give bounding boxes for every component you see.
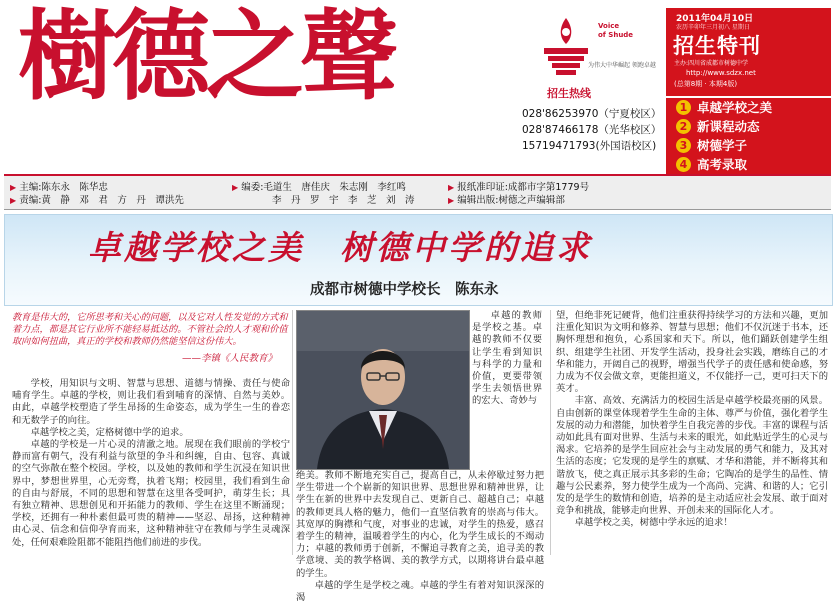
article-column-2 (296, 470, 544, 604)
toc-item-1[interactable] (666, 98, 831, 117)
column-divider (550, 310, 551, 555)
paragraph: 卓越学校之美，定格树德中学的追求。 (30, 426, 189, 438)
arrow-icon: ▶ (10, 183, 17, 192)
logo-caption (598, 22, 633, 40)
epigraph-source: ——李镇《人民教育》 (182, 353, 278, 364)
toc-number: 3 (676, 138, 691, 153)
edition-lunar-date: 农历辛卯年三月初八 星期日 (676, 24, 750, 31)
paragraph: 卓越学校之美，树德中学永远的追求！ (574, 517, 733, 529)
article-column-3 (556, 310, 828, 530)
column-divider (292, 310, 293, 555)
registration-text: 报纸准印证:成都市字第1779号 (457, 182, 590, 193)
arrow-icon: ▶ (448, 183, 455, 192)
toc-label: 树德学子 (697, 138, 748, 153)
hotline-title: 招生热线 (547, 87, 591, 100)
paragraph: 卓越的学校是一片心灵的清澈之地。展现在我们眼前的学校宁静而富有朝气，没有利益与欲望的争斗和纠缠，自由、包容、真诚的空气弥散在整个校园。学校，以及她的教师和学生沉浸在知识世界中，梦想世界里，心无旁骛，执着飞翔；校园里，我们看到生命的自由与舒展，不同的思想和智慧在这里各受呵护，萌芽生长；具有独立精神、思想创见和开拓能力的教师、学生在这里不断涌现；学校，还拥有一种朴素但最可贵的精神——坚忍、昂扬，这种精神由心灵、信念和信仰孕育而来，这种精神驻守在教师与学生灵魂深处，任何艰难险阻都不能阻挡他们前进的步伐。 (12, 439, 290, 548)
edition-date: 2011年04月10日 (676, 14, 754, 24)
logo-slogan: 为伟大中华崛起 领跑卓越 (588, 62, 656, 69)
duty-editors (10, 192, 184, 206)
paragraph: 绝美。教师不断地充实自己，提高自己，从未停歇过努力把学生带进一个个崭新的知识世界、思想世界和精神世界，让学生在新的世界中去发现自己、更新自己、超越自己；卓越的教师更具人格的魅力，他们一直坚信教育的崇高与伟大。其宽厚的胸襟和气度，对事业的忠诚，对学生的热爱，感召着学生的精神，温暖着学生的内心，化为学生成长的不竭动力；卓越的教师勇于创新，不懈追寻教育之美，追寻美的教学意境、美的教学格调、美的教学方式，以期将讲台最卓越的学生。 (296, 470, 544, 579)
chief-editors-text: 主编:陈东永 陈华忠 (19, 182, 108, 193)
registration (448, 179, 589, 193)
publisher-text: 编辑出版:树德之声编辑部 (457, 195, 565, 206)
edition-issue: (总第8期 · 本期4版) (674, 80, 738, 88)
edition-title: 招生特刊 (673, 33, 761, 58)
paragraph: 丰富、高效、充满活力的校园生活是卓越学校最亮丽的风景。自由创新的课堂体现着学生生命的主体、尊严与价值，强化着学生发展的动力和潜能，加快着学生自我完善的步伐。丰富的课程与活动如此具有面对世界、生活与未来的眼光，如此贴近学生的心灵与渴求。它培养的是学生回应社会与主动发展的勇气和能力，及其对生活的态度；它发现的是学生的禀赋、才华和潜能，并不断将其和谐放飞，使之真正展示其多彩的生命；它陶冶的是学生的品性、情趣与公民素养，努力使学生成为一个高尚、完满、和谐的人；它引发的是学生的数情和创造，培养的是主动适应社会发展、敢于面对竞争和挑战，能够走向世界、开创未来的国际化人才。 (556, 395, 828, 517)
toc-number: 2 (676, 119, 691, 134)
arrow-icon: ▶ (232, 183, 239, 192)
edition-publisher: 主办:四川省成都市树德中学 (674, 60, 749, 67)
toc-item-4[interactable] (666, 155, 831, 174)
toc-item-3[interactable] (666, 136, 831, 155)
phone-guanghua: 028'87466178（光华校区） (522, 124, 662, 136)
phone-foreign-lang: 15719471793(外国语校区) (522, 140, 657, 152)
article-column-1 (12, 378, 290, 549)
editorial-board-text-1: 编委:毛道生 唐佳庆 朱志刚 李红鸣 (241, 182, 406, 193)
toc-label: 卓越学校之美 (697, 100, 773, 115)
edition-website: http://www.sdzx.net (686, 69, 756, 77)
duty-editors-text: 责编:黄 静 邓 君 方 丹 谭洪先 (19, 195, 184, 206)
article-column-2-narrow (472, 310, 542, 408)
principal-photo (296, 310, 470, 470)
publisher (448, 192, 565, 206)
paragraph: 卓越的教师是学校之基。卓越的教师不仅要让学生看到知识与科学的力量和价值，更要带领学生去领悟世界的宏大、奇妙与 (472, 310, 542, 407)
toc-item-2[interactable] (666, 117, 831, 136)
arrow-icon: ▶ (448, 196, 455, 205)
paragraph: 卓越的学生是学校之魂。卓越的学生有着对知识深深的渴 (296, 579, 544, 604)
toc-label: 新课程动态 (697, 119, 760, 134)
arrow-icon: ▶ (10, 196, 17, 205)
logo-caption-line2: of Shude (598, 31, 634, 39)
article-byline: 成都市树德中学校长 陈东永 (310, 282, 499, 298)
paragraph: 望，但绝非死记硬背，他们注重获得持续学习的方法和兴趣，更加注重化知识为文明和修养、智慧与思想；他们不仅沉迷于书本，还胸怀理想和抱负，心系国家和天下。所以，他们踊跃创建学生组织、组建学生社团、开发学生活动，投身社会实践，磨练自己的才华和能力，开阔自己的视野，增强当代学子的责任感和使命感，努力成为不仅会做文章，更能担道义，不仅能抒一己，更可扫天下的英才。 (556, 310, 828, 395)
epigraph-quote: 教育是伟大的，它所思考和关心的问题，以及它对人性发觉的方式和着力点，都是其它行业所不能轻易抵达的。不管社会的人才观和价值取向如何扭曲，真正的学校和教师仍然能坚信这份伟大。 (12, 312, 288, 347)
chief-editors (10, 179, 108, 193)
phone-ningxia: 028'86253970（宁夏校区） (522, 108, 662, 120)
school-logo-icon (536, 10, 596, 90)
editorial-board-2: 李 丹 罗 宇 李 芝 刘 涛 (272, 195, 415, 206)
article-headline: 卓越学校之美 树德中学的追求 (88, 228, 592, 267)
toc-number: 1 (676, 100, 691, 115)
masthead-title: 樹德之聲 (18, 0, 395, 114)
paragraph: 学校，用知识与文明、智慧与思想、道德与情操、责任与使命哺育学生。卓越的学校，则让我们看到哺育的深情、自然与美妙。由此，卓越学校塑造了学生昂扬的生命姿态，成为学生一生的眷恋和无数学子的向往。 (12, 378, 290, 426)
toc-label: 高考录取 (697, 157, 748, 172)
toc-number: 4 (676, 157, 691, 172)
editorial-board-1 (232, 179, 406, 193)
logo-caption-line1: Voice (598, 22, 620, 30)
